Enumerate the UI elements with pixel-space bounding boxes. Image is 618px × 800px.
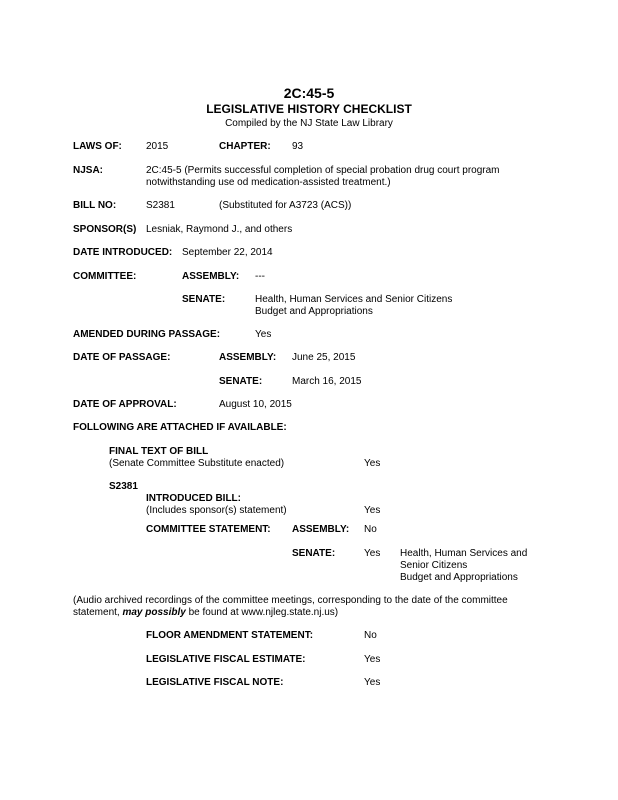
- fiscal-note-value: Yes: [364, 677, 381, 688]
- cs-senate-label: SENATE:: [292, 548, 336, 559]
- bill-no-label: BILL NO:: [73, 200, 117, 211]
- compiled-by: Compiled by the NJ State Law Library: [225, 118, 393, 129]
- njsa-line1: 2C:45-5 (Permits successful completion of special probation drug court program: [146, 165, 500, 176]
- final-text-value: Yes: [364, 458, 381, 469]
- passage-assembly-value: June 25, 2015: [292, 352, 356, 363]
- date-introduced-value: September 22, 2014: [182, 247, 273, 258]
- final-text-note: (Senate Committee Substitute enacted): [109, 458, 285, 469]
- sponsors-label: SPONSOR(S): [73, 224, 137, 235]
- date-of-passage-label: DATE OF PASSAGE:: [73, 352, 171, 363]
- introduced-bill-value: Yes: [364, 505, 381, 516]
- citation-title: 2C:45-5: [283, 85, 335, 101]
- committee-assembly-label: ASSEMBLY:: [182, 271, 240, 282]
- date-introduced-label: DATE INTRODUCED:: [73, 247, 173, 258]
- date-of-approval-value: August 10, 2015: [219, 399, 292, 410]
- committee-senate-label: SENATE:: [182, 294, 226, 305]
- attached-bill-label: S2381: [109, 481, 138, 492]
- cs-senate-line2: Senior Citizens: [400, 560, 468, 571]
- page-title: LEGISLATIVE HISTORY CHECKLIST: [206, 102, 412, 116]
- floor-amendment-value: No: [364, 630, 377, 641]
- sponsors-value: Lesniak, Raymond J., and others: [146, 224, 293, 235]
- attached-heading: FOLLOWING ARE ATTACHED IF AVAILABLE:: [73, 422, 287, 433]
- cs-senate-line1: Health, Human Services and: [400, 548, 528, 559]
- committee-senate-line1: Health, Human Services and Senior Citizens: [255, 294, 453, 305]
- audio-note-line2: [73, 607, 338, 619]
- committee-statement-label: COMMITTEE STATEMENT:: [146, 524, 271, 535]
- cs-assembly-value: No: [364, 524, 377, 535]
- cs-assembly-label: ASSEMBLY:: [292, 524, 350, 535]
- amended-label: AMENDED DURING PASSAGE:: [73, 329, 221, 340]
- amended-value: Yes: [255, 329, 272, 340]
- floor-amendment-label: FLOOR AMENDMENT STATEMENT:: [146, 630, 314, 641]
- fiscal-note-label: LEGISLATIVE FISCAL NOTE:: [146, 677, 284, 688]
- committee-senate-line2: Budget and Appropriations: [255, 306, 373, 317]
- audio-note-line1: (Audio archived recordings of the committee meetings, corresponding to the date of the committee: [73, 595, 508, 606]
- introduced-bill-label: INTRODUCED BILL:: [146, 493, 241, 504]
- date-of-approval-label: DATE OF APPROVAL:: [73, 399, 177, 410]
- cs-senate-line3: Budget and Appropriations: [400, 572, 518, 583]
- laws-of-year: 2015: [146, 141, 169, 152]
- njsa-label: NJSA:: [73, 165, 104, 176]
- committee-assembly-value: ---: [255, 271, 265, 282]
- passage-senate-value: March 16, 2015: [292, 376, 362, 387]
- laws-of-label: LAWS OF:: [73, 141, 122, 152]
- njsa-line2: notwithstanding use od medication-assisted treatment.): [146, 177, 391, 188]
- bill-no-value: S2381: [146, 200, 175, 211]
- fiscal-estimate-value: Yes: [364, 654, 381, 665]
- fiscal-estimate-label: LEGISLATIVE FISCAL ESTIMATE:: [146, 654, 306, 665]
- audio-note-post: be found at www.njleg.state.nj.us): [185, 607, 339, 618]
- audio-note-emphasis: may possibly: [122, 607, 186, 618]
- cs-senate-value: Yes: [364, 548, 381, 559]
- bill-no-note: (Substituted for A3723 (ACS)): [219, 200, 352, 211]
- final-text-label: FINAL TEXT OF BILL: [109, 446, 209, 457]
- audio-note-pre: statement,: [73, 607, 123, 618]
- passage-senate-label: SENATE:: [219, 376, 263, 387]
- chapter-value: 93: [292, 141, 304, 152]
- committee-label: COMMITTEE:: [73, 271, 137, 282]
- chapter-label: CHAPTER:: [219, 141, 271, 152]
- introduced-bill-note: (Includes sponsor(s) statement): [146, 505, 287, 516]
- passage-assembly-label: ASSEMBLY:: [219, 352, 277, 363]
